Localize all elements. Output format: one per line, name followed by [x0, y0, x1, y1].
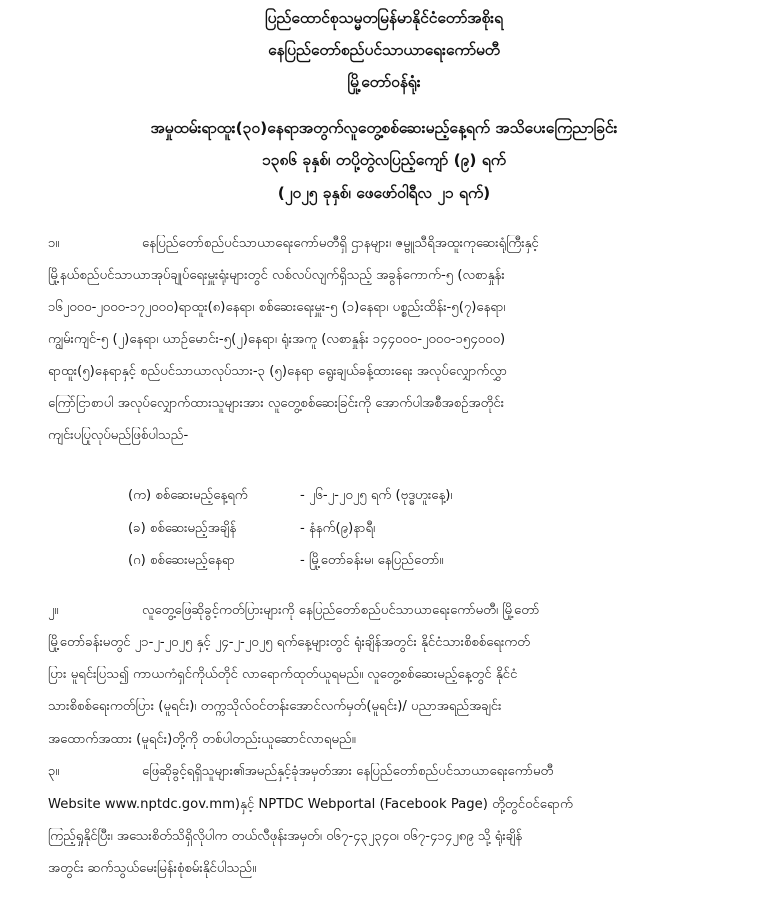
- para3-line: အတွင်း ဆက်သွယ်မေးမြန်းစုံစမ်းနိုင်ပါသည်။: [48, 861, 257, 876]
- para1-line: မြို့နယ်စည်ပင်သာယာအုပ်ချုပ်ရေးမှူးရုံးများတွင် လစ်လပ်လျက်ရှိသည့် အခွန်ကောက်-၅ (လစာနှုန်း: [48, 268, 505, 283]
- gregorian-date: (၂၀၂၅ ခုနှစ်၊ ဖေဖော်ဝါရီလ ၂၁ ရက်): [277, 184, 491, 202]
- para1-number: ၁။: [48, 236, 60, 251]
- government-title: ပြည်ထောင်စုသမ္မတမြန်မာနိုင်ငံတော်အစိုးရ: [264, 9, 504, 27]
- para3-line: ကြည့်ရှုနိုင်ပြီး၊ အသေးစိတ်သိရှိလိုပါက တယ်လီဖုန်းအမှတ်၊ ၀၆၇-၄၃၂၃၄၀၊ ၀၆၇-၄၁၄၂၈၉ သို့ ရုံးချိန်: [48, 829, 523, 844]
- para3-line: ဖြေဆိုခွင့်ရရှိသူများ၏အမည်နှင့်ခုံအမှတ်အား နေပြည်တော်စည်ပင်သာယာရေးကော်မတီ: [142, 764, 554, 779]
- para1-line: ကြော်ငြာစာပါ အလုပ်လျှောက်ထားသူများအား လူတွေ့စစ်ဆေးခြင်းကို အောက်ပါအစီအစဉ်အတိုင်း: [48, 396, 505, 411]
- para1-line: ကျင်းပပြုလုပ်မည်ဖြစ်ပါသည်-: [48, 428, 189, 443]
- schedule-venue-value: - မြို့တော်ခန်းမ၊ နေပြည်တော်။: [300, 553, 444, 568]
- para2-number: ၂။: [48, 603, 59, 618]
- schedule-date-value: - ၂၆-၂-၂၀၂၅ ရက် (ဗုဒ္ဓဟူးနေ့)၊: [300, 488, 453, 503]
- myanmar-date: ၁၃၈၆ ခုနှစ်၊ တပို့တွဲလပြည့်ကျော် (၉) ရက်: [262, 151, 506, 169]
- para2-line: အထောက်အထား (မူရင်း)တို့ကို တစ်ပါတည်းယူဆောင်လာရမည်။: [48, 732, 356, 747]
- schedule-time-label: (ခ) စစ်ဆေးမည့်အချိန်: [128, 521, 237, 536]
- announcement-title: အမှုထမ်းရာထူး(၃၀)နေရာအတွက်လူတွေ့စစ်ဆေးမည့်နေ့ရက် အသိပေးကြေညာခြင်း: [150, 119, 618, 137]
- schedule-venue-label: (ဂ) စစ်ဆေးမည့်နေရာ: [128, 553, 235, 568]
- para2-line: သားစိစစ်ရေးကတ်ပြား (မူရင်း)၊ တက္ကသိုလ်ဝင်တန်းအောင်လက်မှတ်(မူရင်း)/ ပညာအရည်အချင်း: [48, 699, 502, 714]
- schedule-time-value: - နံနက်(၉)နာရီ၊: [300, 521, 376, 536]
- committee-title: နေပြည်တော်စည်ပင်သာယာရေးကော်မတီ: [268, 41, 500, 59]
- para1-line: နေပြည်တော်စည်ပင်သာယာရေးကော်မတီရှိ ဌာနများ၊ ဇမ္ဗူသီရိအထူးကုဆေးရုံကြီးနှင့်: [142, 236, 539, 251]
- para2-line: မြို့တော်ခန်းမတွင် ၂၁-၂-၂၀၂၅ နှင့် ၂၄-၂-၂၀၂၅ ရက်နေ့များတွင် ရုံးချိန်အတွင်း နိုင်ငံသားစိစစ်ရေးကတ်: [48, 635, 531, 650]
- para2-line: လူတွေ့ဖြေဆိုခွင့်ကတ်ပြားများကို နေပြည်တော်စည်ပင်သာယာရေးကော်မတီ၊ မြို့တော်: [142, 603, 540, 618]
- para1-line: ၁၆၂၀၀၀-၂၀၀၀-၁၇၂၀၀၀)ရာထူး(၈)နေရာ၊ စစ်ဆေးရေးမှူး-၅ (၁)နေရာ၊ ပစ္စည်းထိန်း-၅(၇)နေရာ၊: [48, 300, 506, 315]
- office-title: မြို့တော်ဝန်ရုံး: [347, 73, 421, 91]
- para3-number: ၃။: [48, 764, 60, 779]
- para1-line: ရာထူး(၅)နေရာနှင့် စည်ပင်သာယာလုပ်သား-၃ (၅)နေရာ ရွေးချယ်ခန့်ထားရေး အလုပ်လျှောက်လွှာ: [48, 364, 508, 379]
- para2-line: ပြား မူရင်းပြသ၍ ကာယကံရှင်ကိုယ်တိုင် လာရောက်ထုတ်ယူရမည်။ လူတွေ့စစ်ဆေးမည့်နေ့တွင် နိုင်ငံ: [48, 667, 518, 682]
- schedule-date-label: (က) စစ်ဆေးမည့်နေ့ရက်: [128, 488, 248, 503]
- para3-line: Website www.nptdc.gov.mm)နှင့် NPTDC Webportal (Facebook Page) တို့တွင်ဝင်ရောက်: [48, 797, 573, 812]
- para1-line: ကျွမ်းကျင်-၅ (၂)နေရာ၊ ယာဉ်မောင်း-၅(၂)နေရာ၊ ရုံးအကူ (လစာနှုန်း ၁၄၄၀၀၀-၂၀၀၀-၁၅၄၀၀၀): [48, 332, 506, 347]
